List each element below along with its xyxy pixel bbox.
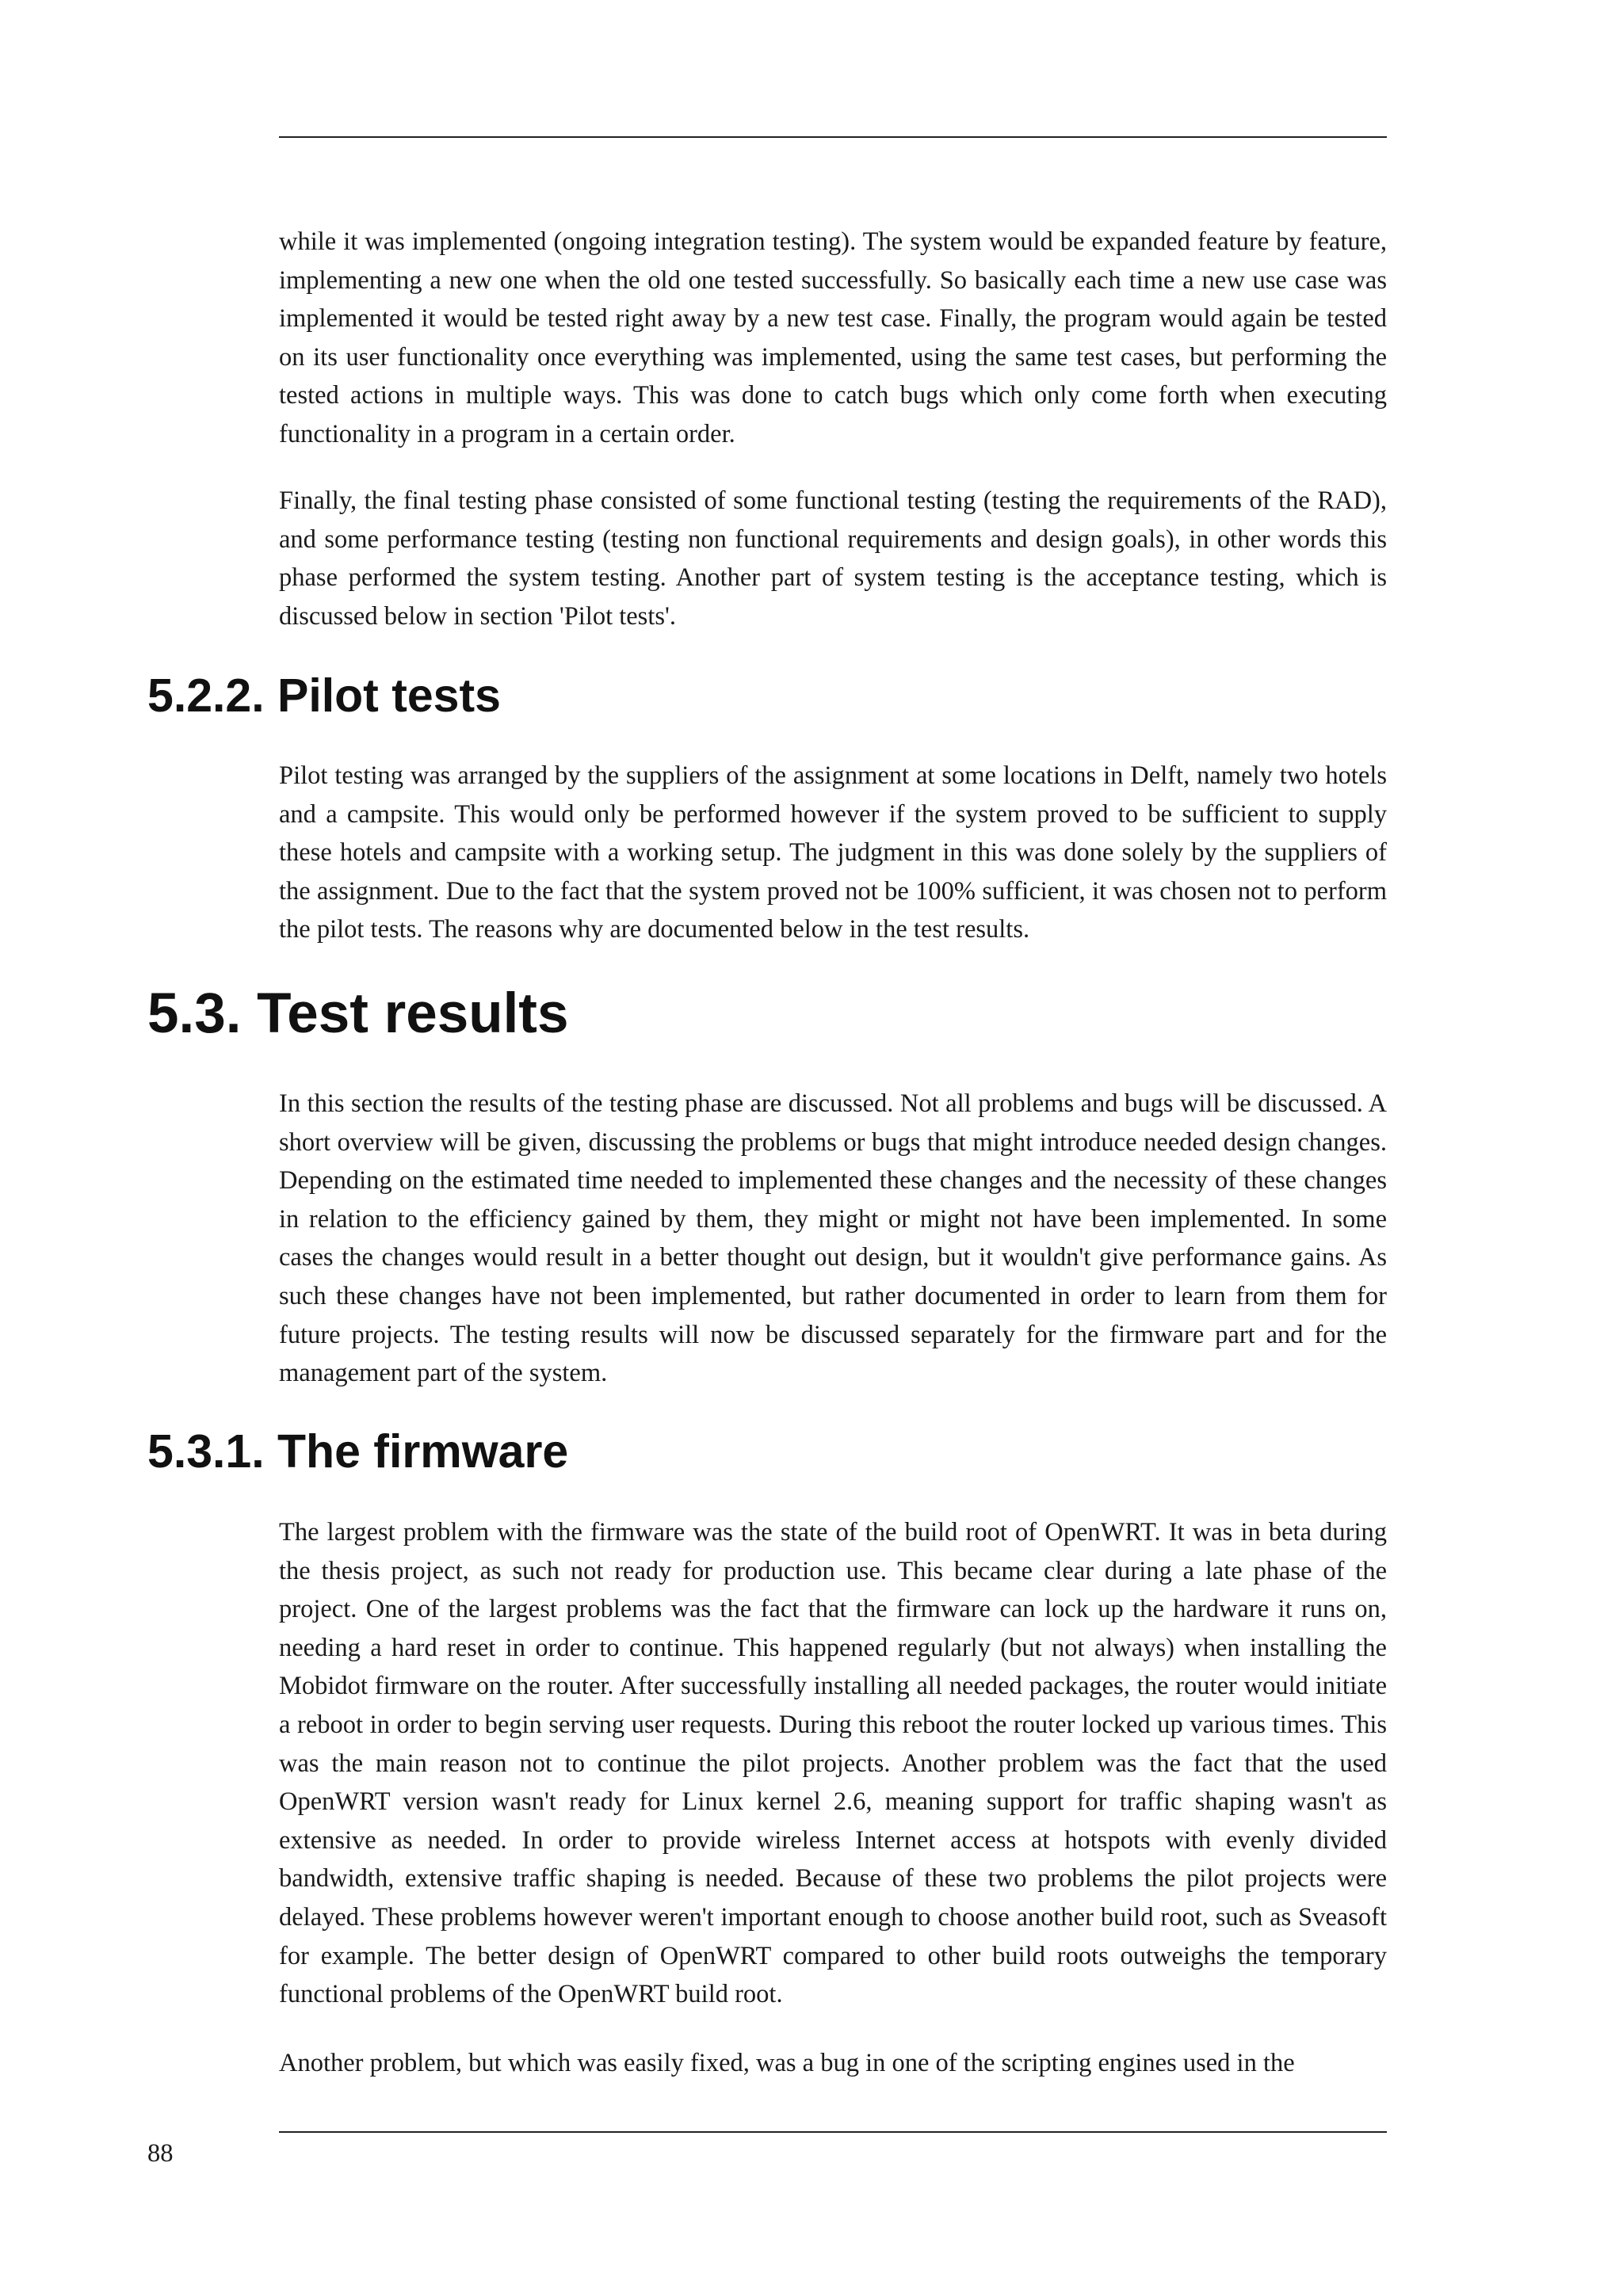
paragraph-integration-testing: while it was implemented (ongoing integration testing). The system would be expanded feature by feature, implementing a new one when the old one tested successfully. So basically each time a new use case was implemented it would be tested right away by a new test case. Finally, the program would again be tested on its user functionality once everything was implemented, using the same test cases, but performing the tested actions in multiple ways. This was done to catch bugs which only come forth when executing functionality in a program in a certain order. — [279, 227, 1387, 448]
heading-pilot-tests: 5.2.2. Pilot tests — [147, 669, 501, 722]
header-rule — [279, 136, 1387, 138]
heading-test-results: 5.3. Test results — [147, 982, 569, 1045]
footer-rule — [279, 2131, 1387, 2133]
page-number: 88 — [147, 2139, 174, 2168]
paragraph-test-results: In this section the results of the testing phase are discussed. Not all problems and bugs will be discussed. A short overview will be given, discussing the problems or bugs that might introduce needed design changes. Depending on the estimated time needed to implemented these changes and the necessity of these changes in relation to the efficiency gained by them, they might or might not have been implemented. In some cases the changes would result in a better thought out design, but it wouldn't give performance gains. As such these changes have not been implemented, but rather documented in order to learn from them for future projects. The testing results will now be discussed separately for the firmware part and for the management part of the system. — [279, 1089, 1387, 1388]
paragraph-scripting-bug: Another problem, but which was easily fixed, was a bug in one of the scripting engines used in the — [279, 2049, 1295, 2077]
paragraph-firmware-problems: The largest problem with the firmware was the state of the build root of OpenWRT. It was in beta during the thesis project, as such not ready for production use. This became clear during a late phase of the project. One of the largest problems was the fact that the firmware can lock up the hardware it runs on, needing a hard reset in order to continue. This happened regularly (but not always) when installing the Mobidot firmware on the router. After successfully installing all needed packages, the router would initiate a reboot in order to begin serving user requests. During this reboot the router locked up various times. This was the main reason not to continue the pilot projects. Another problem was the fact that the used OpenWRT version wasn't ready for Linux kernel 2.6, meaning support for traffic shaping wasn't as extensive as needed. In order to provide wireless Internet access at hotspots with evenly divided bandwidth, extensive traffic shaping is needed. Because of these two problems the pilot projects were delayed. These problems however weren't important enough to choose another build root, such as Sveasoft for example. The better design of OpenWRT compared to other build roots outweighs the temporary functional problems of the OpenWRT build root. — [279, 1518, 1387, 2009]
paragraph-system-testing: Finally, the final testing phase consisted of some functional testing (testing the requirements of the RAD), and some performance testing (testing non functional requirements and design goals), in other words this phase performed the system testing. Another part of system testing is the acceptance testing, which is discussed below in section 'Pilot tests'. — [279, 486, 1387, 631]
paragraph-pilot-testing: Pilot testing was arranged by the suppliers of the assignment at some locations in Delft, namely two hotels and a campsite. This would only be performed however if the system proved to be sufficient to supply these hotels and campsite with a working setup. The judgment in this was done solely by the suppliers of the assignment. Due to the fact that the system proved not be 100% sufficient, it was chosen not to perform the pilot tests. The reasons why are documented below in the test results. — [279, 761, 1387, 944]
heading-firmware: 5.3.1. The firmware — [147, 1425, 569, 1478]
